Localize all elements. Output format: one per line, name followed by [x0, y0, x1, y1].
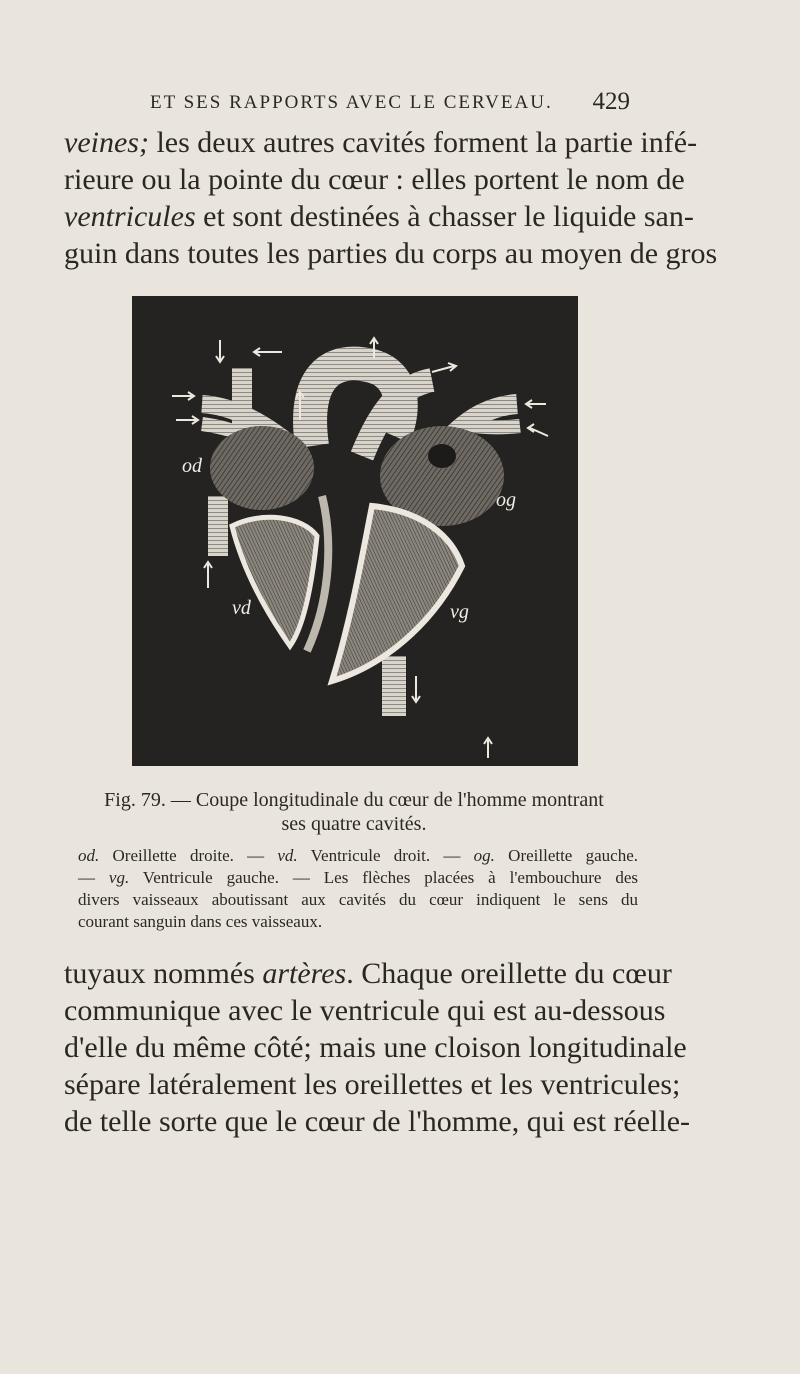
- text-span: les deux autres cavités forment la partie infé-: [148, 126, 698, 159]
- text-line: rieure ou la pointe du cœur : elles portent le nom de: [64, 163, 685, 196]
- italic-term: ventricules: [64, 200, 196, 233]
- italic-term: veines;: [64, 126, 149, 159]
- paragraph-bottom: [64, 955, 691, 1140]
- legend-text: Ventricule droit. —: [297, 846, 474, 865]
- italic-term: artères: [262, 957, 347, 990]
- text-line: d'elle du même côté; mais une cloison longitudinale: [64, 1031, 687, 1064]
- text-line: sépare latéralement les oreillettes et les ventricules;: [64, 1068, 681, 1101]
- legend-line: [78, 845, 638, 867]
- label-og: og: [496, 489, 516, 511]
- text-line: guin dans toutes les parties du corps au moyen de gros: [64, 237, 718, 270]
- label-vd: vd: [232, 597, 251, 619]
- legend-line: courant sanguin dans ces vaisseaux.: [78, 912, 323, 931]
- text-line: [64, 198, 694, 235]
- legend-text: Ventricule gauche. — Les flèches placées à l'embouchure des: [129, 868, 638, 887]
- label-od: od: [182, 455, 202, 477]
- running-title: ET SES RAPPORTS AVEC LE CERVEAU.: [150, 92, 553, 113]
- legend-text: Oreillette gauche.: [494, 846, 639, 865]
- abbr-od: od.: [78, 846, 100, 865]
- heart-engraving: [132, 296, 578, 766]
- abbr-og: og.: [473, 846, 495, 865]
- legend-text: —: [78, 868, 109, 887]
- abbr-vg: vg.: [108, 868, 130, 887]
- caption-text: — Coupe longitudinale du cœur de l'homme montrant: [165, 789, 604, 811]
- caption-line: [64, 788, 644, 812]
- text-line: [64, 955, 672, 992]
- label-vg: vg: [450, 601, 469, 623]
- legend-line: [78, 867, 638, 889]
- text-line: [64, 124, 698, 161]
- abbr-vd: vd.: [277, 846, 298, 865]
- figure-legend: [78, 845, 638, 933]
- text-span: tuyaux nommés: [64, 957, 263, 990]
- caption-line: ses quatre cavités.: [281, 813, 427, 835]
- page-number: 429: [592, 88, 630, 115]
- text-line: de telle sorte que le cœur de l'homme, qui est réelle-: [64, 1105, 691, 1138]
- paragraph-top: [64, 124, 718, 272]
- figure-caption: [64, 788, 644, 836]
- legend-text: Oreillette droite. —: [99, 846, 278, 865]
- text-line: communique avec le ventricule qui est au-dessous: [64, 994, 666, 1027]
- text-span: . Chaque oreillette du cœur: [346, 957, 672, 990]
- heart-illustration: [132, 296, 578, 766]
- page-header: [150, 88, 630, 122]
- legend-line: divers vaisseaux aboutissant aux cavités du cœur indiquent le sens du: [78, 890, 638, 909]
- figure-number: Fig. 79.: [104, 789, 166, 811]
- text-span: et sont destinées à chasser le liquide san-: [195, 200, 694, 233]
